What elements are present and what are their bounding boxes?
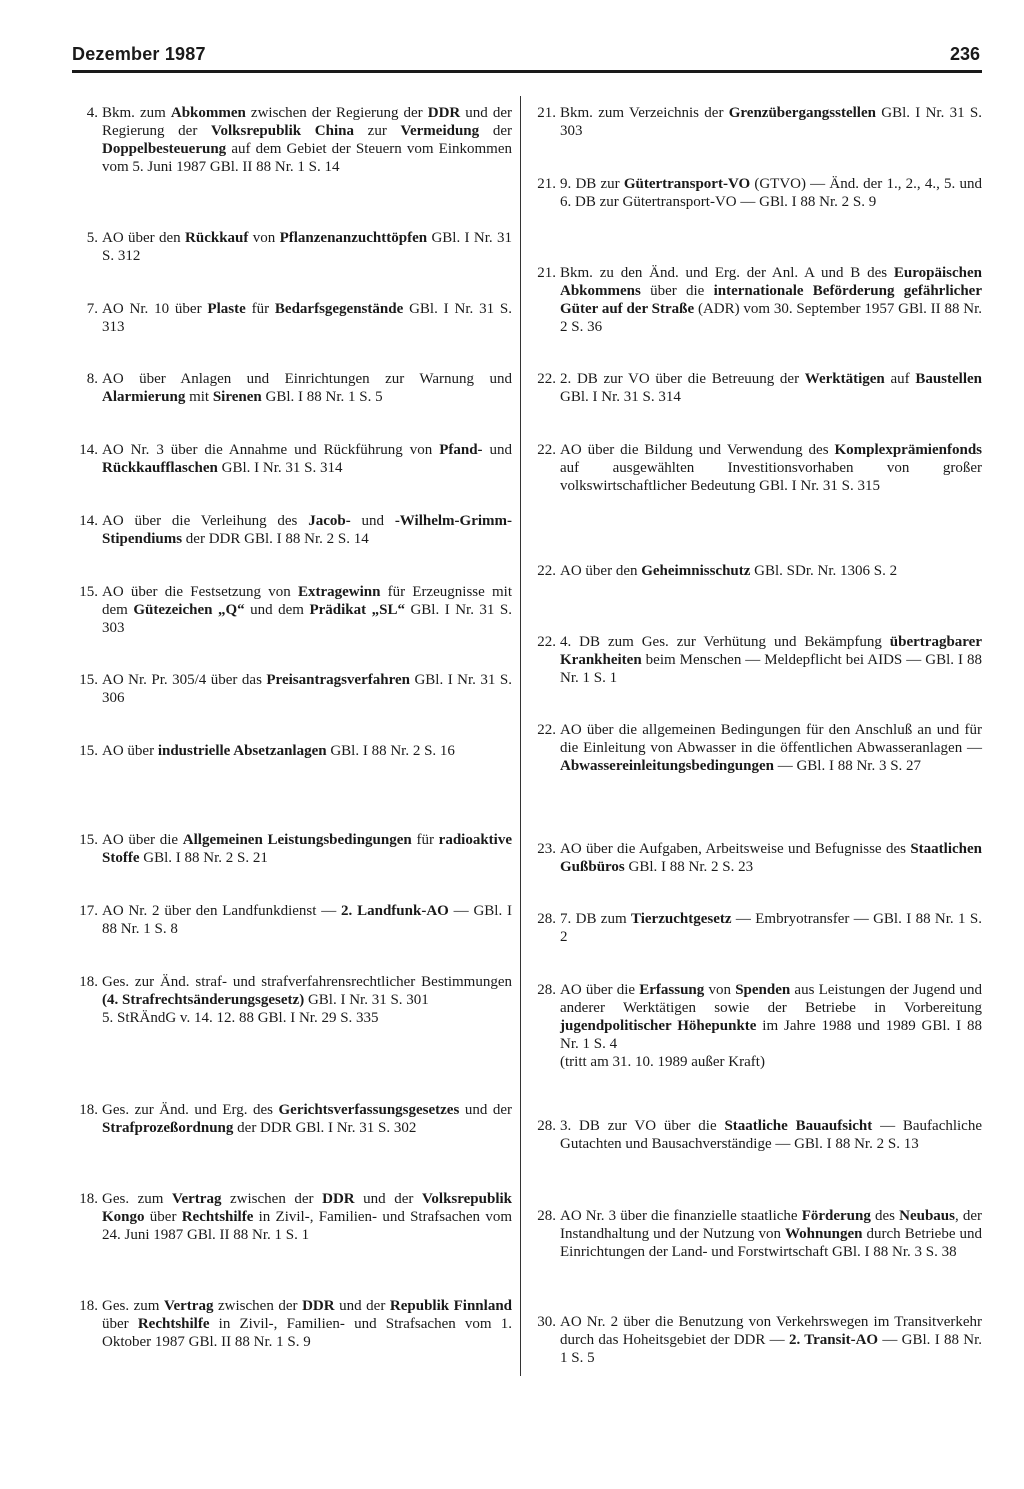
entry-text (560, 104, 982, 140)
text-fragment: Ges. zur Änd. straf- und strafverfahrensrechtlicher Bestimmungen (102, 974, 512, 990)
bold-keyword: Vertrag (172, 1191, 222, 1207)
text-fragment: AO über die allgemeinen Bedingungen für den Anschluß an und für die Einleitung von Abwasser in die öffentlichen Abwasseranlagen — (560, 722, 982, 756)
bold-keyword: DDR (322, 1191, 355, 1207)
bold-keyword: Vermeidung (400, 123, 480, 139)
header-rule (72, 70, 982, 73)
bold-keyword: Geheimnisschutz (641, 563, 751, 579)
bold-keyword: Pflanzenanzuchttöpfen (279, 230, 428, 246)
text-fragment: in Zivil-, Familien- und Strafsachen vom 1. Oktober 1987 GBl. II 88 Nr. 1 S. 9 (102, 1316, 512, 1350)
bold-keyword: Spenden (735, 982, 791, 998)
text-fragment: GBl. I Nr. 31 S. 303 (560, 105, 982, 139)
bold-keyword: Rechtshilfe (181, 1209, 254, 1225)
text-fragment: — Embryotransfer — GBl. I 88 Nr. 1 S. 2 (560, 911, 982, 945)
text-fragment: und (350, 513, 395, 529)
entry-text (102, 742, 512, 760)
text-fragment: GBl. I 88 Nr. 2 S. 23 (624, 859, 754, 875)
entry-date: 22. (537, 563, 556, 579)
text-fragment: auf (884, 371, 916, 387)
text-fragment: AO über die Festsetzung von (102, 584, 298, 600)
bold-keyword: Komplexprämienfonds (834, 442, 982, 458)
list-item (72, 742, 512, 760)
text-fragment: der DDR GBl. I Nr. 31 S. 302 (233, 1120, 417, 1136)
list-item (530, 721, 982, 775)
entry-text (102, 1297, 512, 1351)
list-item (530, 840, 982, 876)
list-item (530, 104, 982, 140)
bold-keyword: Jacob- (308, 513, 351, 529)
entry-date: 28. (537, 1208, 556, 1224)
entry-date: 7. (86, 301, 98, 317)
bold-keyword: 2. Transit-AO (788, 1332, 879, 1348)
text-fragment: und dem (244, 602, 310, 618)
text-fragment: Bkm. zum Verzeichnis der (560, 105, 729, 121)
text-fragment: zwischen der Regierung der (245, 105, 428, 121)
text-fragment: GBl. I Nr. 31 S. 314 (560, 389, 681, 405)
entry-date: 15. (79, 743, 98, 759)
bold-keyword: Republik Finnland (389, 1298, 513, 1314)
bold-keyword: 2. Landfunk-AO (341, 903, 449, 919)
entry-text (560, 633, 982, 687)
text-fragment: AO Nr. 3 über die finanzielle staatliche (560, 1208, 802, 1224)
entry-text (102, 902, 512, 938)
entry-date: 15. (79, 832, 98, 848)
bold-keyword: Europäischen Abkommens (560, 265, 982, 299)
text-fragment: GBl. I Nr. 31 S. 301 (304, 992, 429, 1008)
entry-date: 28. (537, 1118, 556, 1134)
text-fragment: Bkm. zum (102, 105, 171, 121)
entry-date: 28. (537, 911, 556, 927)
text-fragment: AO über die Verleihung des (102, 513, 309, 529)
bold-keyword: Rechtshilfe (137, 1316, 210, 1332)
bold-keyword: Gütezeichen „Q“ (133, 602, 245, 618)
bold-keyword: Staatlichen Gußbüros (560, 841, 982, 875)
entry-date: 28. (537, 982, 556, 998)
text-fragment: AO über die Bildung und Verwendung des (560, 442, 835, 458)
column-divider (520, 96, 521, 1376)
entry-text (560, 1117, 982, 1153)
list-item (72, 902, 512, 938)
text-fragment: 2. DB zur VO über die Betreuung der (560, 371, 805, 387)
bold-keyword: Gerichtsverfassungsgesetzes (278, 1102, 460, 1118)
text-fragment: der DDR GBl. I 88 Nr. 2 S. 14 (182, 531, 369, 547)
entry-text (560, 441, 982, 495)
entry-date: 18. (79, 1102, 98, 1118)
text-fragment: durch Betriebe und Einrichtungen der Land- und Forstwirtschaft GBl. I 88 Nr. 3 S. 38 (560, 1226, 982, 1260)
bold-keyword: Sirenen (212, 389, 262, 405)
entry-text (102, 370, 512, 406)
text-fragment: auf ausgewählten Investitionsvorhaben von großer volkswirtschaftlicher Bedeutung GBl. I Nr. 31 S. 315 (560, 460, 982, 494)
bold-keyword: Abkommen (170, 105, 246, 121)
list-item (530, 562, 982, 580)
entry-text (560, 175, 982, 211)
text-fragment: AO über die (560, 982, 640, 998)
text-fragment: beim Menschen — Meldepflicht bei AIDS — GBl. I 88 Nr. 1 S. 1 (560, 652, 982, 686)
text-fragment: der (479, 123, 512, 139)
text-fragment: 4. DB zum Ges. zur Verhütung und Bekämpfung (560, 634, 890, 650)
list-item (530, 1117, 982, 1153)
text-fragment: für (245, 301, 275, 317)
text-fragment: AO über Anlagen und Einrichtungen zur Warnung und (102, 371, 512, 387)
entry-date: 18. (79, 974, 98, 990)
bold-keyword: Allgemeinen Leistungsbedingungen (182, 832, 412, 848)
text-fragment: für Erzeugnisse mit dem (102, 584, 513, 618)
text-fragment: über (102, 1316, 138, 1332)
text-fragment: Bkm. zu den Änd. und Erg. der Anl. A und B des (560, 265, 894, 281)
list-item (530, 1207, 982, 1261)
bold-keyword: DDR (302, 1298, 335, 1314)
entry-date: 15. (79, 672, 98, 688)
entry-date: 14. (79, 442, 98, 458)
bold-keyword: Tierzuchtgesetz (631, 911, 732, 927)
entry-date: 22. (537, 442, 556, 458)
entry-text (102, 973, 512, 1009)
text-fragment: im Jahre 1988 und 1989 GBl. I 88 Nr. 1 S. 4 (560, 1018, 983, 1052)
text-fragment: , der Instandhaltung und der Nutzung von (560, 1208, 983, 1242)
entry-date: 4. (86, 105, 98, 121)
header-date: Dezember 1987 (72, 44, 206, 64)
entry-date: 21. (537, 265, 556, 281)
text-fragment: mit (185, 389, 213, 405)
list-item (72, 671, 512, 707)
text-fragment: AO über (102, 743, 158, 759)
text-fragment: — GBl. I 88 Nr. 1 S. 8 (102, 903, 513, 937)
bold-keyword: jugendpolitischer Höhepunkte (560, 1018, 757, 1034)
entry-text (560, 721, 982, 775)
text-fragment: GBl. I Nr. 31 S. 313 (102, 301, 512, 335)
text-fragment: GBl. I Nr. 31 S. 303 (102, 602, 513, 636)
text-fragment: 3. DB zur VO über die (560, 1118, 725, 1134)
text-fragment: auf dem Gebiet der Steuern vom Einkommen vom 5. Juni 1987 GBl. II 88 Nr. 1 S. 14 (102, 141, 512, 175)
text-fragment: AO über die (102, 832, 183, 848)
entry-date: 15. (79, 584, 98, 600)
entry-date: 17. (79, 903, 98, 919)
text-fragment: über die (640, 283, 714, 299)
entry-date: 21. (537, 176, 556, 192)
list-item (530, 633, 982, 687)
entry-extra-note: (tritt am 31. 10. 1989 außer Kraft) (560, 1054, 765, 1070)
list-item (72, 1101, 512, 1137)
text-fragment: Ges. zum (102, 1191, 173, 1207)
text-fragment: in Zivil-, Familien- und Strafsachen vom 24. Juni 1987 GBl. II 88 Nr. 1 S. 1 (102, 1209, 512, 1243)
entry-date: 18. (79, 1298, 98, 1314)
text-fragment: AO Nr. 2 über den Landfunkdienst — (102, 903, 342, 919)
text-fragment: — Baufachliche Gutachten und Bausachverständige — GBl. I 88 Nr. 2 S. 13 (560, 1118, 982, 1152)
entry-text (560, 1313, 982, 1367)
list-item (72, 831, 512, 867)
list-item (72, 229, 512, 265)
list-item (530, 1313, 982, 1367)
bold-keyword: Baustellen (915, 371, 983, 387)
text-fragment: AO Nr. 3 über die Annahme und Rückführung von (102, 442, 440, 458)
list-item (530, 264, 982, 336)
entry-text (102, 1101, 512, 1137)
entry-text (560, 562, 982, 580)
entry-date: 30. (537, 1314, 556, 1330)
list-item (72, 1190, 512, 1244)
bold-keyword: Gütertransport-VO (623, 176, 751, 192)
bold-keyword: Alarmierung (102, 389, 186, 405)
bold-keyword: internationale Beförderung gefährlicher Güter auf der Straße (560, 283, 982, 317)
entry-extra-note: 5. StRÄndG v. 14. 12. 88 GBl. I Nr. 29 S. 335 (102, 1010, 379, 1026)
list-item (72, 512, 512, 548)
list-item (72, 104, 512, 176)
text-fragment: AO Nr. Pr. 305/4 über das (102, 672, 267, 688)
list-item (72, 370, 512, 406)
entry-date: 22. (537, 722, 556, 738)
bold-keyword: -Wilhelm-Grimm-Stipendiums (102, 513, 513, 547)
bold-keyword: industrielle Absetzanlagen (157, 743, 327, 759)
entry-text (102, 583, 512, 637)
entry-text (102, 441, 512, 477)
bold-keyword: Abwassereinleitungsbedingungen (560, 758, 774, 774)
bold-keyword: DDR (427, 105, 461, 121)
entry-text (560, 981, 982, 1053)
text-fragment: GBl. I Nr. 31 S. 314 (217, 460, 343, 476)
text-fragment: GBl. I 88 Nr. 2 S. 21 (139, 850, 268, 866)
bold-keyword: Werktätigen (804, 371, 885, 387)
bold-keyword: Rückkauf (185, 230, 249, 246)
text-fragment: AO Nr. 2 über die Benutzung von Verkehrswegen im Transitverkehr durch das Hoheitsgebiet der DDR — (560, 1314, 982, 1348)
bold-keyword: Wohnungen (784, 1226, 863, 1242)
bold-keyword: Volksrepublik Kongo (102, 1191, 513, 1225)
bold-keyword: Doppelbesteuerung (102, 141, 227, 157)
bold-keyword: Erfassung (639, 982, 705, 998)
text-fragment: AO über den (102, 230, 186, 246)
text-fragment: — GBl. I 88 Nr. 3 S. 27 (773, 758, 922, 774)
bold-keyword: radioaktive Stoffe (102, 832, 512, 866)
bold-keyword: Staatliche Bauaufsicht (724, 1118, 873, 1134)
text-fragment: und der (459, 1102, 512, 1118)
entry-text (102, 512, 512, 548)
bold-keyword: (4. Strafrechtsänderungsgesetz) (102, 992, 305, 1008)
entry-text (102, 300, 512, 336)
entry-text (560, 840, 982, 876)
text-fragment: für (411, 832, 439, 848)
bold-keyword: Preisantragsverfahren (266, 672, 410, 688)
text-fragment: über (144, 1209, 182, 1225)
bold-keyword: übertragbarer Krankheiten (560, 634, 982, 668)
entry-text (560, 910, 982, 946)
bold-keyword: Plaste (207, 301, 246, 317)
text-fragment: AO Nr. 10 über (102, 301, 208, 317)
entry-date: 5. (86, 230, 98, 246)
entry-text (560, 370, 982, 406)
text-fragment: 7. DB zum (560, 911, 631, 927)
text-fragment: Ges. zum (102, 1298, 165, 1314)
bold-keyword: Volksrepublik China (211, 123, 354, 139)
text-fragment: zwischen der (213, 1298, 303, 1314)
bold-keyword: Förderung (801, 1208, 871, 1224)
text-fragment: AO über die Aufgaben, Arbeitsweise und Befugnisse des (560, 841, 911, 857)
text-fragment: GBl. SDr. Nr. 1306 S. 2 (750, 563, 898, 579)
list-item (530, 910, 982, 946)
text-fragment: und der Regierung der (102, 105, 513, 139)
list-item (530, 175, 982, 211)
text-fragment: und der (354, 1191, 422, 1207)
bold-keyword: Extragewinn (297, 584, 381, 600)
entry-text (560, 1207, 982, 1261)
bold-keyword: Grenzübergangsstellen (728, 105, 876, 121)
bold-keyword: Strafprozeßordnung (102, 1120, 234, 1136)
entry-text (102, 1190, 512, 1244)
text-fragment: GBl. I 88 Nr. 2 S. 16 (326, 743, 455, 759)
bold-keyword: Pfand- (439, 442, 483, 458)
entry-text (102, 831, 512, 867)
text-fragment: (ADR) vom 30. September 1957 GBl. II 88 Nr. 2 S. 36 (560, 301, 982, 335)
list-item (530, 981, 982, 1071)
text-fragment: des (870, 1208, 900, 1224)
list-item (530, 441, 982, 495)
text-fragment: von (704, 982, 736, 998)
text-fragment: zwischen der (221, 1191, 323, 1207)
list-item (72, 973, 512, 1027)
text-fragment: und der (334, 1298, 390, 1314)
entry-date: 21. (537, 105, 556, 121)
page-number: 236 (950, 44, 981, 64)
text-fragment: aus Leistungen der Jugend und anderer Werktätigen sowie der Betriebe in Vorbereitung (560, 982, 983, 1016)
entry-date: 23. (537, 841, 556, 857)
text-fragment: 9. DB zur (560, 176, 624, 192)
text-fragment: GBl. I Nr. 31 S. 306 (102, 672, 512, 706)
entry-text (102, 229, 512, 265)
bold-keyword: Neubaus (899, 1208, 955, 1224)
text-fragment: zur (353, 123, 401, 139)
list-item (72, 1297, 512, 1351)
list-item (72, 441, 512, 477)
text-fragment: (GTVO) — Änd. der 1., 2., 4., 5. und 6. DB zur Gütertransport-VO — GBl. I 88 Nr. 2 S. 9 (560, 176, 982, 210)
text-fragment: GBl. I 88 Nr. 1 S. 5 (261, 389, 383, 405)
entry-date: 18. (79, 1191, 98, 1207)
text-fragment: GBl. I Nr. 31 S. 312 (102, 230, 512, 264)
entry-date: 14. (79, 513, 98, 529)
bold-keyword: Rückkaufflaschen (102, 460, 218, 476)
bold-keyword: Bedarfsgegenstände (274, 301, 404, 317)
entry-text (560, 264, 982, 336)
list-item (72, 300, 512, 336)
entry-date: 22. (537, 371, 556, 387)
bold-keyword: Prädikat „SL“ (309, 602, 405, 618)
entry-date: 22. (537, 634, 556, 650)
list-item (530, 370, 982, 406)
text-fragment: von (248, 230, 280, 246)
entry-text (102, 104, 512, 176)
text-fragment: AO über den (560, 563, 642, 579)
entry-text (102, 671, 512, 707)
bold-keyword: Vertrag (164, 1298, 214, 1314)
text-fragment: — GBl. I 88 Nr. 1 S. 5 (560, 1332, 982, 1366)
text-fragment: und (482, 442, 512, 458)
list-item (72, 583, 512, 637)
text-fragment: Ges. zur Änd. und Erg. des (102, 1102, 279, 1118)
entry-date: 8. (86, 371, 98, 387)
